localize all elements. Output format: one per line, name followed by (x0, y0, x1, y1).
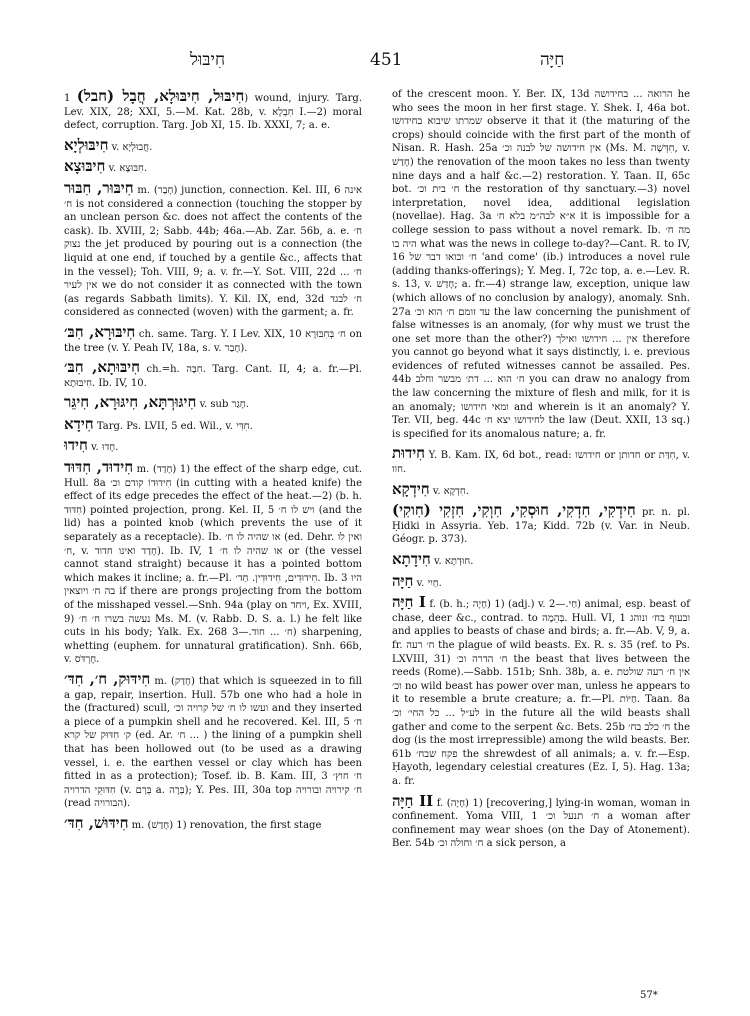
dictionary-entry (64, 815, 362, 833)
right-column (392, 88, 690, 855)
dictionary-entry (64, 324, 362, 355)
dictionary-entry (64, 158, 362, 176)
dictionary-entry (64, 180, 362, 320)
dictionary-entry (64, 88, 362, 133)
entry-headword: חִידְקָא (392, 479, 430, 498)
dictionary-entry (392, 551, 690, 569)
signature-mark: 57* (640, 990, 658, 1001)
dictionary-entry (392, 88, 690, 441)
dictionary-entry (392, 481, 690, 499)
entry-text: f. (חָיָה) 1) [recovering,] lying-in woman, woman in confinement. Yoma VIII, 1 ח׳ תנעל וכ׳ a woman after confinement may wear shoes (on the Day of Atonement). Ber. 54b ח׳ וחולה וכ׳ a sick person, a (392, 797, 691, 850)
entry-text: pr. n. pl. Ḥidki in Assyria. Yeb. 17a; Kidd. 72b (v. Var. in Neub. Géogr. p. 373). (392, 507, 690, 546)
dictionary-entry (392, 445, 690, 476)
entry-text: Y. B. Kam. IX, 6d bot., read: חידושו or חדותן or חִדַּת, v. חוו. (392, 450, 690, 476)
entry-text: f. (b. h.; חָיָה) 1) (adj.) v. חַי.—2) animal, esp. beast of chase, deer &c., contrad. to בְּהֵמָה. Hull. VI, 1 ובעוף בח׳ ונוהג and applies to beasts of chase and birds; a. fr.—Ab. V, 9, a. fr. ח׳ רעה the plague of wild beasts. Ex. R. s. 35 (ref. to Ps. LXVIII, 31) ח׳ הדרה וכ׳ the beast that lives between the reeds (Rome).—Sabb. 151b; Snh. 38b, a. e. אין ח׳ רעה שולטת וכ׳ no wild beast has power over man, unless he appears to it to resemble a brute creature; a. fr.—Pl. חַיּוֹת. Taan. 8a לע״ל ... כל החי׳ וכ׳ in the future all the wild beasts shall gather and come to the serpent &c. Bets. 25b ח׳ כלב בח׳ the dog (is the most irrepressible) among the wild beasts. Ber. 61b פקח שבח׳ the shrewdest of all animals; a. v. fr.—Esp. Ḥayoth, legendary celestial creatures (Ez. I, 5). Hag. 13a; a. fr. (392, 599, 691, 787)
entry-headword: חִידָתָא (392, 550, 431, 568)
dictionary-entry (64, 359, 362, 390)
entry-headword: חִיבּוּצָא (64, 157, 106, 176)
entry-headword: חִיבּוּר, חִבּוּר (64, 178, 134, 197)
dictionary-entry (64, 137, 362, 155)
header-left-word: חִיבּוּל (190, 50, 226, 70)
dictionary-entry (64, 671, 362, 811)
dictionary-entry (64, 416, 362, 434)
entry-headword: חִיבּוּרָא, חִבּ׳ (64, 322, 136, 341)
entry-text: v. חִבּוּצָא. (108, 163, 148, 175)
entry-headword: חִידוּ (64, 436, 88, 455)
entry-text: v. חֶדוּ. (91, 442, 119, 454)
header-right-word: חַיָּה (540, 50, 565, 70)
entry-headword: חִיגּוּרְתָּא, חִיגּוּרָא, חִיגֵּר (64, 393, 197, 412)
entry-text: Targ. Ps. LVII, 5 ed. Wil., v. חִדִּי. (96, 420, 253, 432)
dictionary-entry (64, 394, 362, 412)
entry-headword: חַיָּה I (392, 593, 426, 612)
page-header (70, 50, 700, 74)
dictionary-entry (392, 594, 690, 788)
entry-headword: חִיבּוּתָא, חִבּ׳ (64, 358, 140, 377)
entry-text: 1) wound, injury. Targ. Lev. XIX, 28; XXI, 5.—M. Kat. 28b, v. חִבְלָא I.—2) moral defect, corruption. Targ. Job XI, 15. Ib. XXXI, 7; a. e. (64, 93, 362, 132)
entry-text: m. (חָדַד) 1) the effect of the sharp edge, cut. Hull. 8a חִידוּדוֹ קודם וכ׳ (in cutting with a heated knife) the effect of its edge precedes the effect of the heat.—2) (b. h. חִדּוּד) pointed projection, prong. Kel. II, 5 ויש לו ח׳ (and the lid) has a pointed knob (which prevents the use of it separately as a receptacle). Ib. או שהיה לו ח׳ (ed. Dehr. ואין לו ח׳, v. חָדַד ואינו חדוד). Ib. IV, 1 או שהיה לו ח׳ or (the vessel cannot stand straight) because it has a pointed bottom which makes it incline; a. fr.—Pl. חִידוּדִים, חִידוּדִין. חַד׳. Ib. 3 היו בה ח׳ ויוצאין if there are prongs projecting from the bottom of the misshaped vessel.—Snh. 94a (play on ויחד, Ex. XVIII, 9) נעשה בשרו ח׳ ח׳ Ms. M. (v. Rabb. D. S. a. l.) he felt like cuts in his body; Yalk. Ex. 268 ח׳ ... חוד.—3) sharpening, whetting (euphem. for unnatural gratification). Snh. 66b, v. חֶרְדֹּס. (64, 464, 363, 666)
entry-text: v. sub חָגַר. (199, 399, 249, 411)
entry-text: m. (חָדַשׁ) 1) renovation, the first stage (131, 819, 322, 831)
entry-text: ch. same. Targ. Y. I Lev. XIX, 10 ח׳ בְּחִבּוּרָא on the tree (v. Y. Peah IV, 18a, s. v. חָבַר). (64, 328, 363, 354)
entry-text: ch.=h. חִבָּה. Targ. Cant. II, 4; a. fr.—Pl. חִיבּוּתָא. Ib. IV, 10. (64, 364, 362, 389)
entry-headword: חַיָּה II (392, 791, 434, 810)
dictionary-entry (392, 502, 690, 547)
dictionary-entry (392, 573, 690, 591)
dictionary-entry (392, 793, 690, 851)
entry-headword: חִיבּוּל, חִיבּוּלָא, חֲבָל (חבל) (76, 87, 245, 105)
entry-headword: חִידּוּק, ח׳, חִדּ׳ (64, 669, 151, 688)
entry-headword: חִידָא (64, 414, 94, 433)
entry-text: v. חוּדְתָא. (434, 556, 474, 567)
entry-headword: חִיבּוּלְיָא (64, 135, 109, 154)
entry-text: v. חַיִי. (416, 577, 442, 589)
entry-text: m. (חָדַק) that which is squeezed in to fill a gap, repair, insertion. Hull. 57b one who had a hole in the (fractured) scull, ועשו לו ח׳ של קרויה וכ׳ and they inserted a piece of a pumpkin shell and he recovered. Kel. III, 5 ח׳ ק׳ חִדּוּק של קרא (ed. Ar. ח׳ ... ) the lining of a pumpkin shell that has been hollowed out (to be used as a drawing vessel, i. e. the earthen vessel or clay which has been fitted in as a protection); Tosef. ib. B. Kam. III, 3 ח׳ חוץ׳ חִדּוּקֵי הדרויה (v. בְּרָם a. בְּרָה); Y. Pes. III, 30a top ח׳ קירויה ובורויה (read הבורויה). (64, 675, 362, 810)
page-number: 451 (370, 50, 403, 70)
entry-text: v. חִדְקָא. (432, 485, 469, 497)
dictionary-entry (64, 459, 362, 667)
entry-headword: חַיָּה (392, 571, 414, 590)
entry-text: m. (חָבַר) junction, connection. Kel. III, 6 אינה ח׳ is not considered a connection (touching the stopper by an unclean person &c. does not affect the contents of the cask). Ib. XVIII, 2; Sabb. 44b; 46a.—Ab. Zar. 56b, a. e. ח׳ נצוק the jet produced by pouring out is a connection (the liquid at one end, if touched by a gentile &c., affects that in the vessel); Toh. VIII, 9; a. v. fr.—Y. Sot. VIII, 22d ח׳ ... אין לעיר we do not consider it as connected with the town (as regards Sabbath limits). Y. Kil. IX, end, 32d ח׳ לבגד considered as connected (woven) with the garment; a. fr. (64, 184, 362, 319)
entry-text: of the crescent moon. Y. Ber. IX, 13d הרואה ... בחידושה he who sees the moon in her first stage. Y. Shek. I, 46a bot. שמרתו שיבוא בחידושו observe it that it (the maturing of the crops) should coincide with the first part of the month of Nisan. R. Hash. 25a אין חידושה של לבנה וכ׳ (Ms. M. חִדְּשָׁה, v. חָדַשׁ) the renovation of the moon takes no less than twenty nine days and a half &c.—2) restoration. Y. Taan. II, 65c bot. ח׳ בית וכ׳ the restoration of thy sanctuary.—3) novel interpretation, novel idea, additional legislation (novellae). Hag. 3a א״א לבה״מ בלא ח׳ it is impossible for a college session to pass without a novel remark. Ib. מה ח׳ היה בו what was the news in college to-day?—Cant. R. to IV, 16 ח׳ ובואו דבר של 'and come' (ib.) introduces a novel rule (adding thanks-offerings); Y. Meg. I, 72c top, a. e.—Lev. R. s. 13, v. חָדַשׁ; a. fr.—4) strange law, exception, unique law (which allows of no conclusion by analogy), anomaly. Snh. 27a עד זומם ח׳ הוא וכ׳ the law concerning the punishment of false witnesses is an anomaly, (for why must we trust the one set more than the other?) אין ... חידושו ואילך therefore you cannot go beyond what it says distinctly, i. e. previous evidences of refuted witnesses cannot be assailed. Pes. 44b ח׳ הוא ... דת׳ מבשר וחלב you can draw no analogy from the law concerning the mixture of flesh and milk, for it is an anomaly; ומאי חידושו and wherein is it an anomaly? Y. Ter. VII, beg. 44c לחידושו יצא ח׳ the law (Deut. XXII, 13 sq.) is specified for its anomalous nature; a. fr. (392, 89, 691, 440)
dictionary-entry (64, 437, 362, 455)
entry-headword: חִידוּת (392, 444, 426, 463)
entry-text: v. חֲבוּלְיָא. (111, 141, 153, 153)
entry-headword: חִידְקִי, חִדְקִי, חוּסְקִי, חִוְקִי, חִזְקִי (חִוקִי) (392, 501, 636, 520)
entry-headword: חִידּוּשׁ, חִדּ׳ (64, 813, 129, 832)
entry-headword: חִידוּד, חִדּוּד (64, 458, 134, 477)
left-column (64, 88, 362, 837)
